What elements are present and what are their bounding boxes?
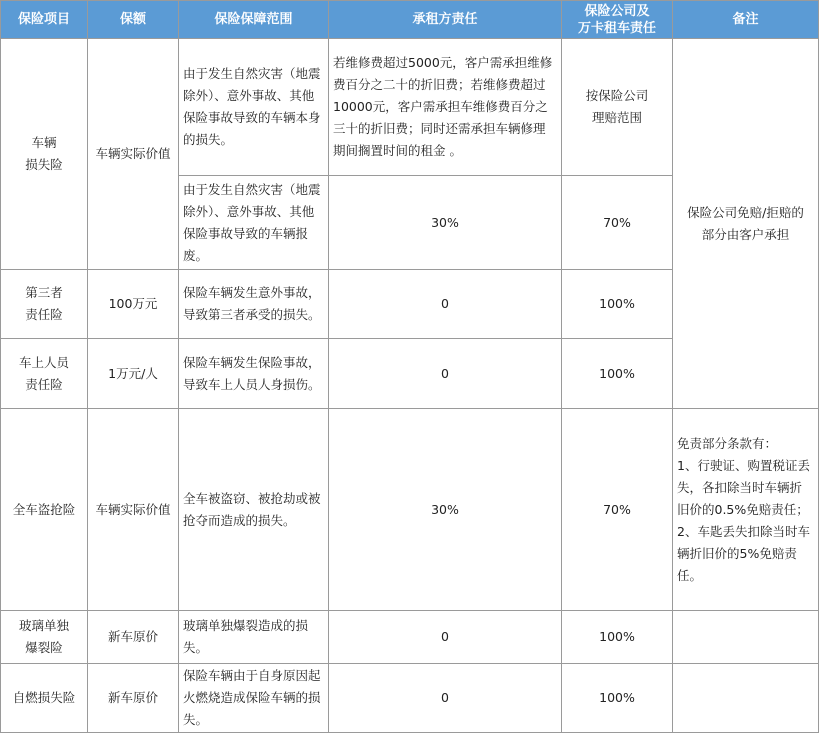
- amount-cell: 新车原价: [88, 664, 179, 733]
- scope-cell: 全车被盗窃、被抢劫或被抢夺而造成的损失。: [179, 409, 329, 611]
- scope-cell: 保险车辆发生保险事故，导致车上人员人身损伤。: [179, 339, 329, 409]
- amount-cell: 车辆实际价值: [88, 39, 179, 270]
- header-company-line1: 保险公司及: [584, 3, 650, 19]
- scope-cell: 保险车辆发生意外事故，导致第三者承受的损失。: [179, 270, 329, 339]
- item-cell: 第三者 责任险: [1, 270, 88, 339]
- amount-cell: 100万元: [88, 270, 179, 339]
- renter-cell: 0: [329, 611, 562, 664]
- header-scope: 保险保障范围: [179, 1, 329, 39]
- company-cell: 100%: [562, 611, 673, 664]
- header-row: [1, 1, 819, 39]
- renter-cell: 0: [329, 664, 562, 733]
- table-row: [1, 409, 819, 611]
- scope-cell: 由于发生自然灾害（地震除外）、意外事故、其他保险事故导致的车辆报废。: [179, 176, 329, 270]
- renter-cell: 0: [329, 270, 562, 339]
- scope-cell: 由于发生自然灾害（地震除外）、意外事故、其他保险事故导致的车辆本身的损失。: [179, 39, 329, 176]
- company-cell: 100%: [562, 664, 673, 733]
- renter-cell: 30%: [329, 409, 562, 611]
- notes-cell: 免责部分条款有： 1、行驶证、购置税证丢失，各扣除当时车辆折旧价的0.5%免赔责任； 2、车匙丢失扣除当时车辆折旧价的5%免赔责任。: [673, 409, 819, 611]
- company-cell: 70%: [562, 176, 673, 270]
- header-company-line2: 万卡租车责任: [577, 20, 656, 36]
- renter-cell: 30%: [329, 176, 562, 270]
- notes-cell-empty: [673, 611, 819, 664]
- amount-cell: 新车原价: [88, 611, 179, 664]
- header-notes: 备注: [673, 1, 819, 39]
- table-row: [1, 664, 819, 733]
- renter-cell: 若维修费超过5000元，客户需承担维修费百分之二十的折旧费；若维修费超过10000元，客户需承担车维修费百分之三十的折旧费；同时还需承担车辆修理期间搁置时间的租金 。: [329, 39, 562, 176]
- company-cell: 100%: [562, 339, 673, 409]
- item-cell: 全车盗抢险: [1, 409, 88, 611]
- item-cell: 自燃损失险: [1, 664, 88, 733]
- scope-cell: 保险车辆由于自身原因起火燃烧造成保险车辆的损失。: [179, 664, 329, 733]
- header-amount: 保额: [88, 1, 179, 39]
- company-cell: 100%: [562, 270, 673, 339]
- renter-cell: 0: [329, 339, 562, 409]
- notes-cell-empty: [673, 664, 819, 733]
- table-row: [1, 611, 819, 664]
- header-company: [562, 1, 673, 39]
- item-cell: 车辆 损失险: [1, 39, 88, 270]
- table-row: [1, 39, 819, 176]
- header-renter: 承租方责任: [329, 1, 562, 39]
- header-item: 保险项目: [1, 1, 88, 39]
- notes-merged-cell: 保险公司免赔/拒赔的 部分由客户承担: [673, 39, 819, 409]
- company-cell: 70%: [562, 409, 673, 611]
- item-cell: 玻璃单独 爆裂险: [1, 611, 88, 664]
- scope-cell: 玻璃单独爆裂造成的损失。: [179, 611, 329, 664]
- amount-cell: 车辆实际价值: [88, 409, 179, 611]
- company-cell: 按保险公司 理赔范围: [562, 39, 673, 176]
- amount-cell: 1万元/人: [88, 339, 179, 409]
- item-cell: 车上人员 责任险: [1, 339, 88, 409]
